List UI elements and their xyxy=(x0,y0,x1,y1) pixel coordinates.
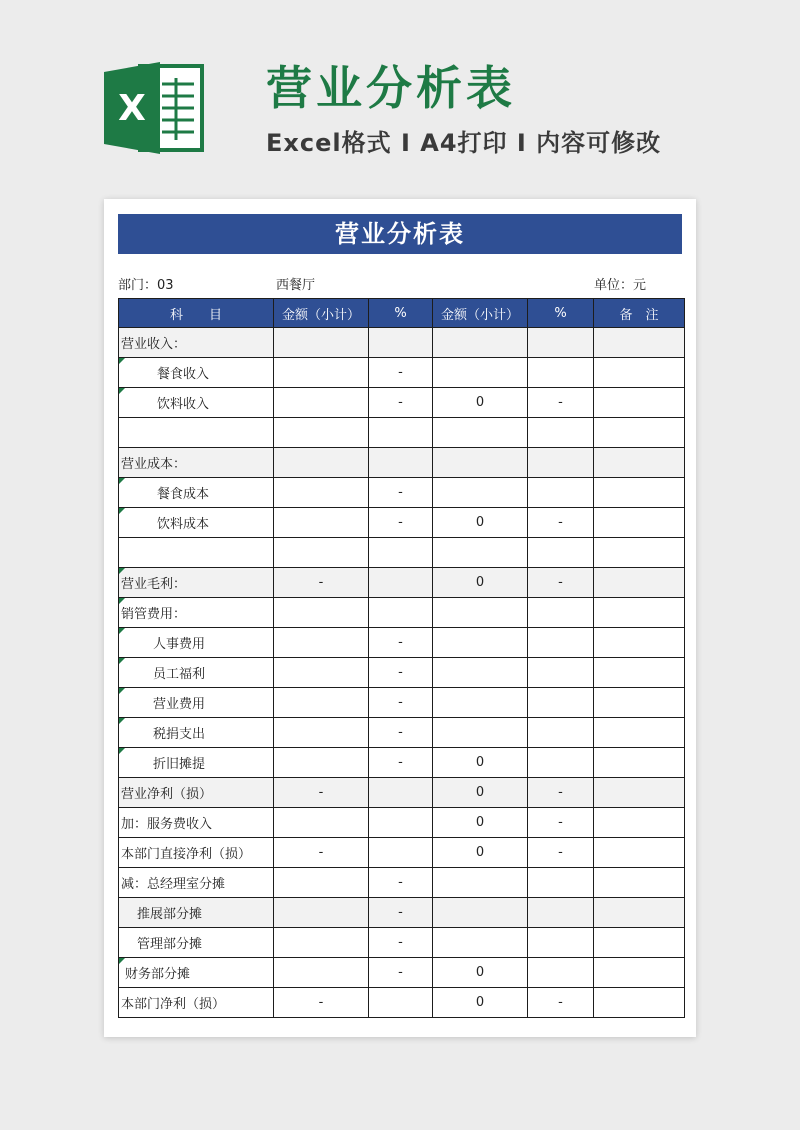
notes-cell[interactable] xyxy=(594,448,685,478)
subject-cell[interactable] xyxy=(119,988,274,1018)
table-row xyxy=(119,538,685,568)
excel-logo-icon xyxy=(104,58,206,158)
notes-cell[interactable] xyxy=(594,688,685,718)
notes-cell[interactable] xyxy=(594,928,685,958)
percent-2-cell[interactable] xyxy=(528,448,594,478)
subject-label: 人事费用 xyxy=(153,637,206,652)
subject-label: 营业费用 xyxy=(153,697,206,712)
col-header-subject: 科 目 xyxy=(119,299,274,328)
amount-1-cell[interactable]: - xyxy=(274,838,369,868)
percent-2-cell[interactable] xyxy=(528,688,594,718)
dept-label: 部门：03 xyxy=(118,278,174,293)
amount-2-cell[interactable]: 0 xyxy=(433,988,528,1018)
amount-2-cell[interactable] xyxy=(433,598,528,628)
notes-cell[interactable] xyxy=(594,628,685,658)
notes-cell[interactable] xyxy=(594,418,685,448)
percent-2-cell[interactable]: - xyxy=(528,838,594,868)
notes-cell[interactable] xyxy=(594,508,685,538)
subject-label: 加：服务费收入 xyxy=(121,817,213,832)
notes-cell[interactable] xyxy=(594,658,685,688)
subject-label: 折旧摊提 xyxy=(153,757,206,772)
percent-1-cell[interactable]: - xyxy=(369,658,433,688)
amount-1-cell[interactable]: - xyxy=(274,988,369,1018)
amount-1-cell[interactable] xyxy=(274,628,369,658)
amount-1-cell[interactable] xyxy=(274,718,369,748)
percent-1-cell[interactable] xyxy=(369,988,433,1018)
subject-cell[interactable] xyxy=(119,628,274,658)
notes-cell[interactable] xyxy=(594,838,685,868)
amount-1-cell[interactable] xyxy=(274,448,369,478)
percent-2-cell[interactable] xyxy=(528,328,594,358)
subject-label: 餐食成本 xyxy=(157,487,210,502)
percent-2-cell[interactable] xyxy=(528,628,594,658)
amount-2-cell[interactable]: 0 xyxy=(433,808,528,838)
percent-1-cell[interactable]: - xyxy=(369,898,433,928)
col-header-percent-2: % xyxy=(528,299,594,328)
table-row xyxy=(119,508,685,538)
percent-2-cell[interactable] xyxy=(528,868,594,898)
subject-label: 减：总经理室分摊 xyxy=(121,877,226,892)
amount-2-cell[interactable] xyxy=(433,328,528,358)
unit-label: 单位：元 xyxy=(594,278,647,293)
percent-2-cell[interactable]: - xyxy=(528,388,594,418)
percent-1-cell[interactable]: - xyxy=(369,718,433,748)
comment-marker-icon xyxy=(119,358,125,364)
subject-label: 销管费用： xyxy=(121,607,187,622)
amount-2-cell[interactable]: 0 xyxy=(433,508,528,538)
percent-2-cell[interactable] xyxy=(528,478,594,508)
subject-label: 本部门直接净利（损） xyxy=(121,847,252,862)
table-row xyxy=(119,868,685,898)
table-row xyxy=(119,598,685,628)
table-row xyxy=(119,898,685,928)
comment-marker-icon xyxy=(119,568,125,574)
subject-cell[interactable] xyxy=(119,898,274,928)
subject-label: 饮料成本 xyxy=(157,517,210,532)
notes-cell[interactable] xyxy=(594,808,685,838)
notes-cell[interactable] xyxy=(594,598,685,628)
table-row xyxy=(119,478,685,508)
amount-2-cell[interactable]: 0 xyxy=(433,568,528,598)
amount-2-cell[interactable]: 0 xyxy=(433,778,528,808)
comment-marker-icon xyxy=(119,958,125,964)
amount-1-cell[interactable] xyxy=(274,898,369,928)
table-row xyxy=(119,388,685,418)
amount-1-cell[interactable] xyxy=(274,868,369,898)
percent-2-cell[interactable] xyxy=(528,358,594,388)
amount-1-cell[interactable] xyxy=(274,418,369,448)
subject-label: 营业收入： xyxy=(121,337,187,352)
table-row xyxy=(119,748,685,778)
subject-cell[interactable] xyxy=(119,658,274,688)
amount-1-cell[interactable]: - xyxy=(274,778,369,808)
percent-1-cell[interactable] xyxy=(369,448,433,478)
subject-cell[interactable] xyxy=(119,688,274,718)
comment-marker-icon xyxy=(119,748,125,754)
comment-marker-icon xyxy=(119,598,125,604)
amount-2-cell[interactable] xyxy=(433,628,528,658)
table-row xyxy=(119,418,685,448)
percent-2-cell[interactable]: - xyxy=(528,508,594,538)
subject-cell[interactable] xyxy=(119,388,274,418)
table-row xyxy=(119,688,685,718)
table-row xyxy=(119,808,685,838)
amount-1-cell[interactable] xyxy=(274,658,369,688)
subject-cell[interactable] xyxy=(119,538,274,568)
svg-text:X: X xyxy=(118,88,146,129)
subject-cell[interactable] xyxy=(119,598,274,628)
percent-1-cell[interactable]: - xyxy=(369,688,433,718)
notes-cell[interactable] xyxy=(594,388,685,418)
dept-name: 西餐厅 xyxy=(276,278,316,293)
subject-label: 营业净利（损） xyxy=(121,787,213,802)
comment-marker-icon xyxy=(119,688,125,694)
subject-cell[interactable] xyxy=(119,478,274,508)
notes-cell[interactable] xyxy=(594,988,685,1018)
subject-cell[interactable] xyxy=(119,508,274,538)
col-header-percent-1: % xyxy=(369,299,433,328)
comment-marker-icon xyxy=(119,628,125,634)
percent-1-cell[interactable]: - xyxy=(369,388,433,418)
amount-1-cell[interactable] xyxy=(274,508,369,538)
amount-1-cell[interactable] xyxy=(274,388,369,418)
table-row xyxy=(119,838,685,868)
percent-2-cell[interactable]: - xyxy=(528,988,594,1018)
subject-cell[interactable] xyxy=(119,928,274,958)
table-row xyxy=(119,718,685,748)
subject-label: 营业毛利： xyxy=(121,577,187,592)
page-title: 营业分析表 xyxy=(266,61,516,115)
amount-2-cell[interactable] xyxy=(433,928,528,958)
comment-marker-icon xyxy=(119,478,125,484)
table-row xyxy=(119,778,685,808)
amount-2-cell[interactable]: 0 xyxy=(433,388,528,418)
amount-1-cell[interactable] xyxy=(274,958,369,988)
amount-2-cell[interactable] xyxy=(433,718,528,748)
sheet-banner: 营业分析表 xyxy=(118,214,682,254)
percent-1-cell[interactable] xyxy=(369,598,433,628)
percent-2-cell[interactable]: - xyxy=(528,568,594,598)
subject-label: 餐食收入 xyxy=(157,367,210,382)
comment-marker-icon xyxy=(119,658,125,664)
notes-cell[interactable] xyxy=(594,748,685,778)
percent-1-cell[interactable]: - xyxy=(369,358,433,388)
subject-label: 营业成本： xyxy=(121,457,187,472)
percent-1-cell[interactable]: - xyxy=(369,928,433,958)
percent-1-cell[interactable] xyxy=(369,328,433,358)
subject-cell[interactable] xyxy=(119,718,274,748)
notes-cell[interactable] xyxy=(594,778,685,808)
page-subtitle: Excel格式 I A4打印 I 内容可修改 xyxy=(266,129,662,157)
subject-cell[interactable] xyxy=(119,328,274,358)
subject-label: 饮料收入 xyxy=(157,397,210,412)
subject-label: 推展部分摊 xyxy=(137,907,203,922)
percent-2-cell[interactable] xyxy=(528,718,594,748)
amount-1-cell[interactable] xyxy=(274,328,369,358)
percent-1-cell[interactable]: - xyxy=(369,958,433,988)
subject-cell[interactable] xyxy=(119,568,274,598)
percent-2-cell[interactable] xyxy=(528,598,594,628)
notes-cell[interactable] xyxy=(594,538,685,568)
col-header-amount-2: 金额（小计） xyxy=(433,299,528,328)
table-row xyxy=(119,328,685,358)
amount-2-cell[interactable]: 0 xyxy=(433,838,528,868)
percent-2-cell[interactable] xyxy=(528,928,594,958)
comment-marker-icon xyxy=(119,718,125,724)
notes-cell[interactable] xyxy=(594,868,685,898)
subject-label: 本部门净利（损） xyxy=(121,997,226,1012)
percent-1-cell[interactable] xyxy=(369,778,433,808)
notes-cell[interactable] xyxy=(594,958,685,988)
percent-1-cell[interactable]: - xyxy=(369,868,433,898)
percent-1-cell[interactable] xyxy=(369,538,433,568)
amount-2-cell[interactable]: 0 xyxy=(433,958,528,988)
notes-cell[interactable] xyxy=(594,898,685,928)
subject-cell[interactable] xyxy=(119,808,274,838)
amount-1-cell[interactable] xyxy=(274,808,369,838)
amount-1-cell[interactable] xyxy=(274,928,369,958)
amount-2-cell[interactable] xyxy=(433,658,528,688)
percent-2-cell[interactable]: - xyxy=(528,778,594,808)
amount-2-cell[interactable] xyxy=(433,448,528,478)
subject-label: 管理部分摊 xyxy=(137,937,203,952)
table-row xyxy=(119,358,685,388)
notes-cell[interactable] xyxy=(594,328,685,358)
subject-cell[interactable] xyxy=(119,958,274,988)
amount-1-cell[interactable] xyxy=(274,478,369,508)
subject-cell[interactable] xyxy=(119,358,274,388)
notes-cell[interactable] xyxy=(594,478,685,508)
sheet-paper xyxy=(104,199,696,1037)
percent-1-cell[interactable] xyxy=(369,838,433,868)
table-row xyxy=(119,988,685,1018)
amount-2-cell[interactable] xyxy=(433,898,528,928)
percent-2-cell[interactable] xyxy=(528,418,594,448)
amount-2-cell[interactable] xyxy=(433,358,528,388)
notes-cell[interactable] xyxy=(594,358,685,388)
amount-2-cell[interactable] xyxy=(433,868,528,898)
subject-label: 税捐支出 xyxy=(153,727,206,742)
subject-cell[interactable] xyxy=(119,748,274,778)
table-row xyxy=(119,568,685,598)
percent-2-cell[interactable]: - xyxy=(528,808,594,838)
subject-cell[interactable] xyxy=(119,868,274,898)
table-row xyxy=(119,448,685,478)
percent-1-cell[interactable] xyxy=(369,568,433,598)
subject-label: 员工福利 xyxy=(153,667,206,682)
percent-1-cell[interactable]: - xyxy=(369,508,433,538)
table-row xyxy=(119,928,685,958)
amount-1-cell[interactable]: - xyxy=(274,568,369,598)
subject-cell[interactable] xyxy=(119,778,274,808)
percent-2-cell[interactable] xyxy=(528,958,594,988)
percent-2-cell[interactable] xyxy=(528,538,594,568)
percent-2-cell[interactable] xyxy=(528,658,594,688)
amount-1-cell[interactable] xyxy=(274,538,369,568)
amount-2-cell[interactable]: 0 xyxy=(433,748,528,778)
percent-2-cell[interactable] xyxy=(528,748,594,778)
amount-1-cell[interactable] xyxy=(274,688,369,718)
col-header-notes: 备 注 xyxy=(594,299,685,328)
subject-cell[interactable] xyxy=(119,418,274,448)
table-row xyxy=(119,958,685,988)
amount-2-cell[interactable] xyxy=(433,478,528,508)
notes-cell[interactable] xyxy=(594,568,685,598)
percent-1-cell[interactable] xyxy=(369,418,433,448)
percent-1-cell[interactable] xyxy=(369,808,433,838)
amount-2-cell[interactable] xyxy=(433,538,528,568)
amount-2-cell[interactable] xyxy=(433,688,528,718)
col-header-amount-1: 金额（小计） xyxy=(274,299,369,328)
table-row xyxy=(119,628,685,658)
analysis-table xyxy=(118,298,685,1018)
amount-1-cell[interactable] xyxy=(274,748,369,778)
notes-cell[interactable] xyxy=(594,718,685,748)
percent-1-cell[interactable]: - xyxy=(369,478,433,508)
percent-2-cell[interactable] xyxy=(528,898,594,928)
subject-label: 财务部分摊 xyxy=(125,967,191,982)
percent-1-cell[interactable]: - xyxy=(369,628,433,658)
percent-1-cell[interactable]: - xyxy=(369,748,433,778)
amount-1-cell[interactable] xyxy=(274,358,369,388)
subject-cell[interactable] xyxy=(119,838,274,868)
comment-marker-icon xyxy=(119,388,125,394)
table-header-row xyxy=(119,299,685,328)
table-row xyxy=(119,658,685,688)
amount-1-cell[interactable] xyxy=(274,598,369,628)
amount-2-cell[interactable] xyxy=(433,418,528,448)
subject-cell[interactable] xyxy=(119,448,274,478)
comment-marker-icon xyxy=(119,508,125,514)
